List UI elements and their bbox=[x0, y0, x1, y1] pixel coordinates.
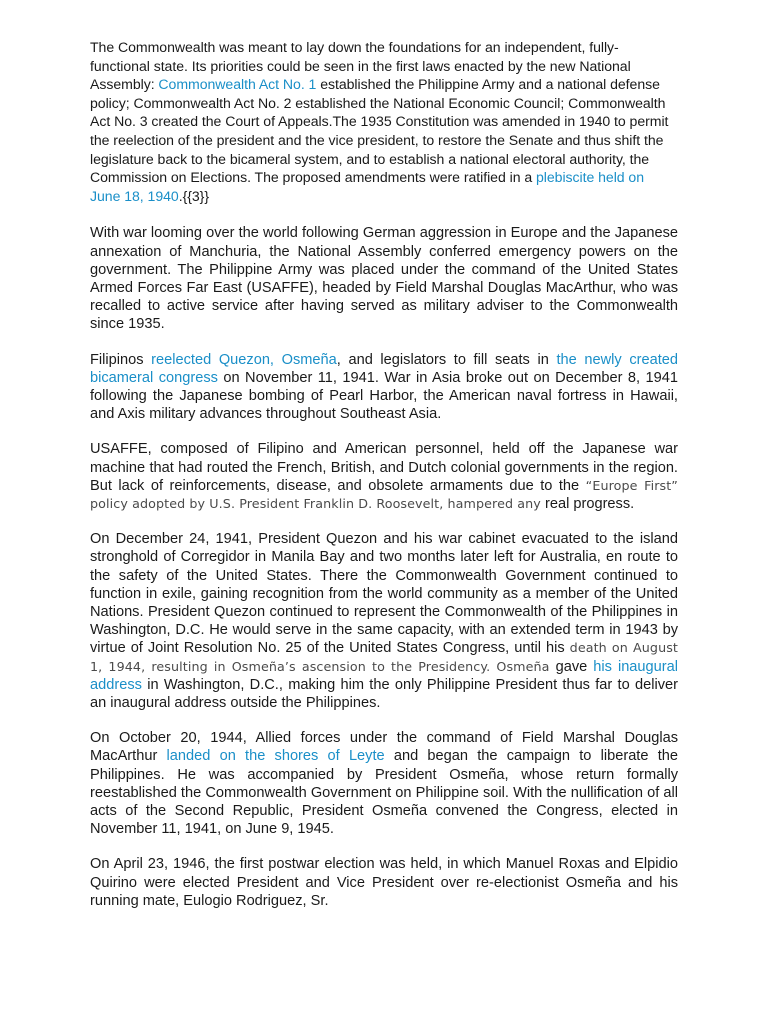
text-span: On October 20, 1944, Allied forces under the command of Field Marshal Douglas MacArthur bbox=[90, 730, 678, 765]
link-reelected-quezon-osmena[interactable]: reelected Quezon, Osmeña bbox=[151, 351, 337, 368]
link-inaugural-address[interactable]: his inaugural address bbox=[90, 658, 678, 693]
quoted-text-europe-first: “Europe First” policy adopted by U.S. President Franklin D. Roosevelt, hampered any bbox=[90, 477, 678, 511]
text-span: The Commonwealth was meant to lay down the foundations for an independent, fully-functional state. Its priorities could be seen in the first laws enacted by the new National Assembly: bbox=[90, 39, 631, 93]
link-bicameral-congress[interactable]: the newly created bicameral congress bbox=[90, 351, 678, 386]
text-span: on November 11, 1941. War in Asia broke out on December 8, 1941 following the Japanese bombing of Pearl Harbor, the American naval fortress in Hawaii, and Axis military advances throughout Southeast Asia. bbox=[90, 369, 678, 423]
paragraph-war-looming bbox=[90, 224, 678, 333]
quoted-text-quezon-death: death on August 1, 1944, resulting in Osmeña’s ascension to the Presidency. Osmeña bbox=[90, 640, 679, 674]
text-span: gave bbox=[549, 658, 594, 675]
paragraph-postwar-election bbox=[90, 855, 678, 910]
text-span: On April 23, 1946, the first postwar election was held, in which Manuel Roxas and Elpidio Quirino were elected President and Vice President over re-electionist Osmeña and his running mate, Eulogio Rodriguez, Sr. bbox=[90, 856, 678, 909]
paragraph-leyte-landing bbox=[90, 729, 678, 838]
paragraph-usaffe bbox=[90, 440, 678, 513]
text-span: established the Philippine Army and a national defense policy; Commonwealth Act No. 2 established the National Economic Council; Commonwealth Act No. 3 created the Court of Appeals.The 1935 Constitution was amended in 1940 to permit the reelection of the president and the vice president, to restore the Senate and thus shift the legislature back to the bicameral system, and to establish a national electoral authority, the Commission on Elections. The proposed amendments were ratified in a bbox=[90, 76, 669, 186]
text-span: real progress. bbox=[540, 495, 635, 512]
link-plebiscite-1940[interactable]: plebiscite held on June 18, 1940 bbox=[90, 169, 645, 204]
paragraph-reelection bbox=[90, 351, 678, 424]
text-span: and began the campaign to liberate the Philippines. He was accompanied by President Osmeña, whose return formally reestablished the Commonwealth Government on Philippine soil. With the nullification of all acts of the Second Republic, President Osmeña convened the Congress, elected in November 11, 1941, on June 9, 1945. bbox=[90, 748, 678, 838]
paragraph-exile bbox=[90, 530, 678, 712]
text-span: Filipinos bbox=[90, 351, 152, 368]
text-span: With war looming over the world following German aggression in Europe and the Japanese annexation of Manchuria, the National Assembly conferred emergency powers on the government. The Philippine Army was placed under the command of the United States Armed Forces Far East (USAFFE), headed by Field Marshal Douglas MacArthur, who was recalled to active service after having served as military adviser to the Commonwealth since 1935. bbox=[90, 225, 678, 333]
link-commonwealth-act-1[interactable]: Commonwealth Act No. 1 bbox=[158, 76, 317, 93]
text-span: On December 24, 1941, President Quezon and his war cabinet evacuated to the island stronghold of Corregidor in Manila Bay and two months later left for Australia, en route to the safety of the United States. There the Commonwealth Government continued to function in exile, gaining recognition from the world community as a member of the United Nations. President Quezon continued to represent the Commonwealth of the Philippines in Washington, D.C. He would serve in the same capacity, with an extended term in 1943 by virtue of Joint Resolution No. 25 of the United States Congress, until his bbox=[90, 531, 678, 657]
link-landed-on-leyte[interactable]: landed on the shores of Leyte bbox=[166, 748, 385, 765]
paragraph-commonwealth-laws bbox=[90, 38, 678, 205]
text-span: in Washington, D.C., making him the only Philippine President thus far to deliver an inaugural address outside the Philippines. bbox=[90, 676, 678, 712]
document-page bbox=[90, 38, 678, 927]
text-span: , and legislators to fill seats in bbox=[336, 351, 557, 368]
text-span: .{{3}} bbox=[178, 187, 209, 204]
text-span: USAFFE, composed of Filipino and American personnel, held off the Japanese war machine that had routed the French, British, and Dutch colonial governments in the region. But lack of reinforcements, disease, and obsolete armaments due to the bbox=[90, 441, 678, 494]
